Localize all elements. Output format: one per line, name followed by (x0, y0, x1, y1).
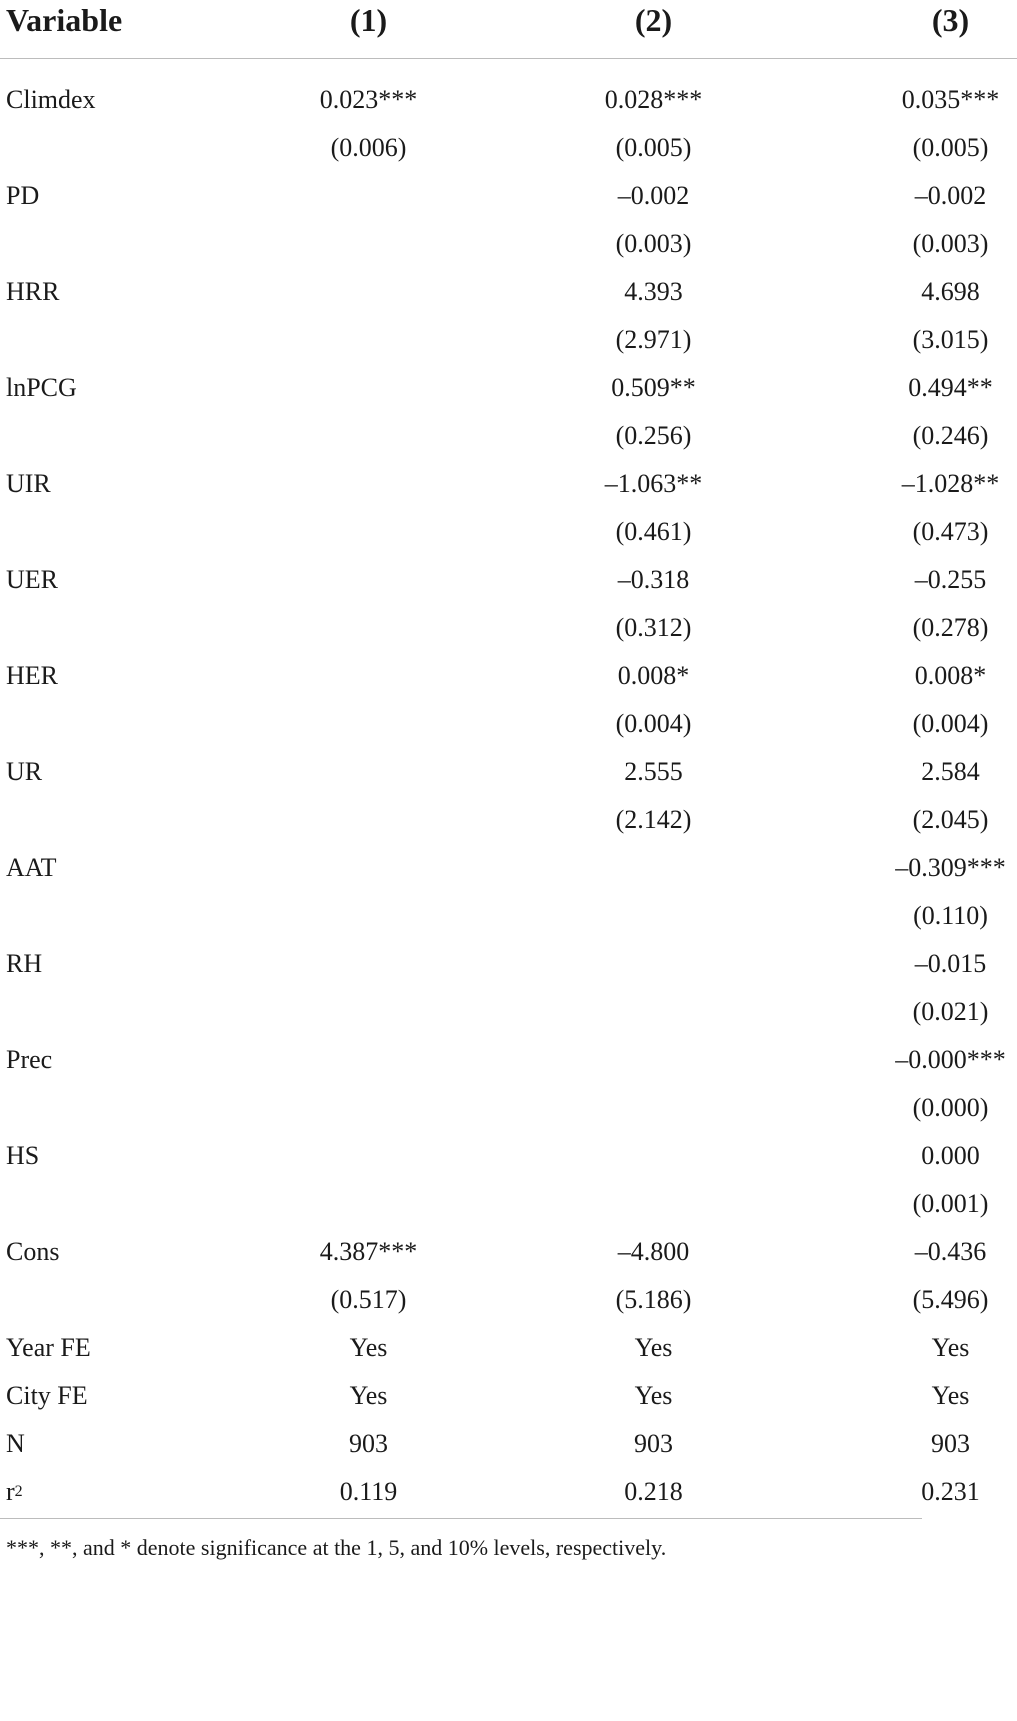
cell-col-1: 0.023*** (319, 85, 418, 114)
row-label (6, 364, 77, 412)
cell-col-2: (5.186) (615, 1285, 692, 1314)
table-row (0, 1180, 1017, 1228)
table-row (0, 748, 1017, 796)
row-label (6, 556, 58, 604)
cell-col-3: –0.436 (914, 1237, 987, 1266)
table-row (0, 700, 1017, 748)
cell-col-3: –0.309*** (895, 853, 1006, 882)
table-row (0, 1324, 1017, 1372)
cell-col-3: (0.473) (912, 517, 989, 546)
row-label (6, 1036, 52, 1084)
cell-col-3: (0.246) (912, 421, 989, 450)
cell-col-3: (5.496) (912, 1285, 989, 1314)
cell-col-3: 0.494** (908, 373, 993, 402)
cell-col-3: 0.035*** (901, 85, 1000, 114)
header-col-2: (2) (634, 2, 673, 38)
table-row (0, 508, 1017, 556)
row-label (6, 748, 42, 796)
cell-col-1: 903 (349, 1429, 388, 1458)
table-row (0, 124, 1017, 172)
cell-col-2: (0.005) (615, 133, 692, 162)
table-body (0, 76, 1017, 1516)
cell-col-2: (0.312) (615, 613, 692, 642)
cell-col-3: –0.000*** (895, 1045, 1006, 1074)
cell-col-3: 2.584 (921, 757, 980, 786)
cell-col-3: (0.004) (912, 709, 989, 738)
table-row (0, 220, 1017, 268)
table-row (0, 940, 1017, 988)
table-row (0, 604, 1017, 652)
table-row (0, 844, 1017, 892)
cell-col-2: –0.318 (617, 565, 690, 594)
cell-col-1: (0.517) (330, 1285, 407, 1314)
cell-col-2: Yes (634, 1381, 673, 1410)
row-label-superscript: 2 (14, 1483, 23, 1500)
row-label-text: RH (6, 949, 43, 978)
table-row (0, 1132, 1017, 1180)
table-bottom-rule (0, 1518, 922, 1519)
row-label-text: AAT (6, 853, 57, 882)
row-label (6, 1228, 59, 1276)
cell-col-3: (0.110) (913, 901, 988, 930)
row-label (6, 1132, 39, 1180)
cell-col-3: –0.015 (914, 949, 987, 978)
cell-col-3: 0.008* (914, 661, 987, 690)
table-row (0, 556, 1017, 604)
row-label (6, 76, 96, 124)
cell-col-2: 2.555 (624, 757, 683, 786)
table-row (0, 412, 1017, 460)
cell-col-3: –1.028** (901, 469, 1000, 498)
table-row (0, 988, 1017, 1036)
cell-col-2: 4.393 (624, 277, 683, 306)
cell-col-3: (2.045) (912, 805, 989, 834)
table-row (0, 172, 1017, 220)
row-label (6, 172, 39, 220)
table-row (0, 1228, 1017, 1276)
cell-col-2: –0.002 (617, 181, 690, 210)
table-row (0, 364, 1017, 412)
cell-col-3: (0.003) (912, 229, 989, 258)
row-label (6, 268, 59, 316)
cell-col-2: Yes (634, 1333, 673, 1362)
table-row (0, 796, 1017, 844)
cell-col-2: (2.142) (615, 805, 692, 834)
row-label-text: PD (6, 181, 40, 210)
cell-col-2: 0.218 (624, 1477, 683, 1506)
cell-col-3: (0.021) (912, 997, 989, 1026)
cell-col-1: Yes (349, 1381, 388, 1410)
cell-col-2: –4.800 (617, 1237, 690, 1266)
table-row (0, 76, 1017, 124)
table-row (0, 652, 1017, 700)
header-col-1: (1) (349, 2, 388, 38)
cell-col-1: Yes (349, 1333, 388, 1362)
row-label-text: Year FE (6, 1333, 91, 1362)
row-label (6, 460, 51, 508)
table-row (0, 268, 1017, 316)
table-row (0, 316, 1017, 364)
table-row (0, 1372, 1017, 1420)
cell-col-3: (0.000) (912, 1093, 989, 1122)
row-label-text: lnPCG (6, 373, 77, 402)
row-label-text: UER (6, 565, 58, 594)
row-label-text: r (6, 1477, 15, 1506)
table-footnote: ***, **, and * denote significance at the 1, 5, and 10% levels, respectively. (6, 1535, 667, 1560)
row-label-text: UIR (6, 469, 51, 498)
table-row (0, 892, 1017, 940)
row-label (6, 940, 42, 988)
cell-col-3: (0.005) (912, 133, 989, 162)
row-label-text: HS (6, 1141, 40, 1170)
cell-col-3: Yes (931, 1381, 970, 1410)
cell-col-2: (0.003) (615, 229, 692, 258)
row-label-text: Cons (6, 1237, 60, 1266)
row-label (6, 1420, 25, 1468)
row-label (6, 652, 58, 700)
row-label (6, 1468, 23, 1516)
table-row (0, 1468, 1017, 1516)
cell-col-3: 0.231 (921, 1477, 980, 1506)
header-col-3: (3) (931, 2, 970, 38)
cell-col-2: 0.028*** (604, 85, 703, 114)
table-row (0, 1420, 1017, 1468)
cell-col-2: (2.971) (615, 325, 692, 354)
table-row (0, 460, 1017, 508)
row-label-text: HRR (6, 277, 60, 306)
row-label (6, 1324, 91, 1372)
cell-col-2: 0.509** (611, 373, 696, 402)
cell-col-3: 903 (931, 1429, 970, 1458)
cell-col-3: (0.278) (912, 613, 989, 642)
cell-col-1: (0.006) (330, 133, 407, 162)
table-row (0, 1036, 1017, 1084)
table-row (0, 1084, 1017, 1132)
row-label-text: Prec (6, 1045, 53, 1074)
row-label (6, 1372, 88, 1420)
cell-col-3: 0.000 (921, 1141, 980, 1170)
cell-col-3: (3.015) (912, 325, 989, 354)
cell-col-1: 0.119 (339, 1477, 398, 1506)
cell-col-1: 4.387*** (319, 1237, 418, 1266)
cell-col-2: (0.461) (615, 517, 692, 546)
cell-col-3: Yes (931, 1333, 970, 1362)
row-label-text: UR (6, 757, 43, 786)
cell-col-3: –0.255 (914, 565, 987, 594)
cell-col-2: 903 (634, 1429, 673, 1458)
cell-col-2: 0.008* (617, 661, 690, 690)
row-label-text: Climdex (6, 85, 96, 114)
cell-col-3: 4.698 (921, 277, 980, 306)
cell-col-3: –0.002 (914, 181, 987, 210)
row-label-text: City FE (6, 1381, 88, 1410)
row-label-text: N (6, 1429, 25, 1458)
table-row (0, 1276, 1017, 1324)
table-header-row (0, 0, 1017, 59)
row-label (6, 844, 57, 892)
cell-col-2: –1.063** (604, 469, 703, 498)
cell-col-3: (0.001) (912, 1189, 989, 1218)
cell-col-2: (0.256) (615, 421, 692, 450)
row-label-text: HER (6, 661, 58, 690)
cell-col-2: (0.004) (615, 709, 692, 738)
header-variable: Variable (6, 2, 123, 38)
